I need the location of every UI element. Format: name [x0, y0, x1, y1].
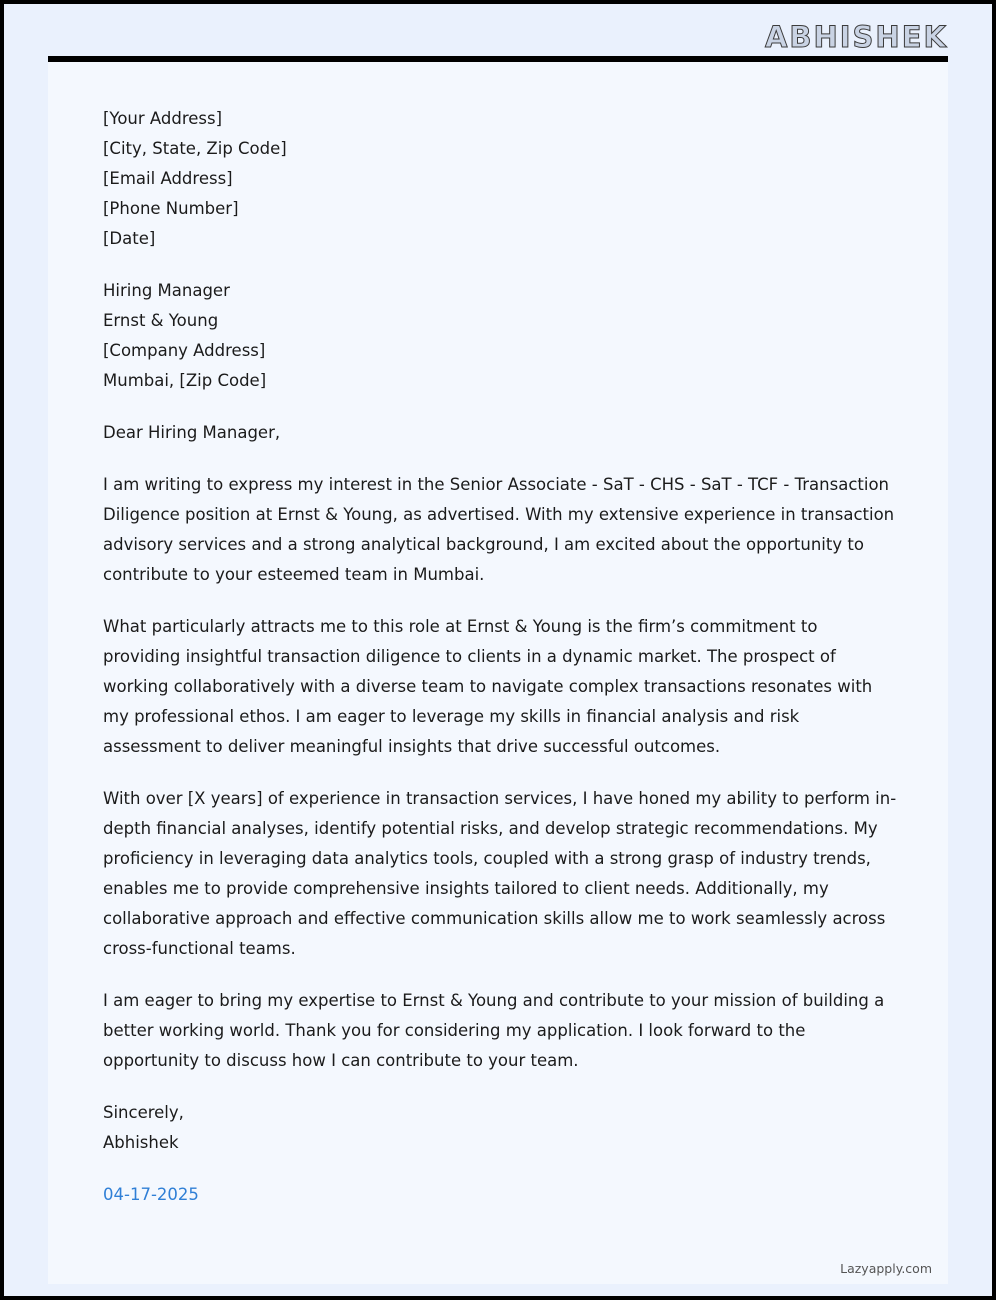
paragraph-3: With over [X years] of experience in transaction services, I have honed my ability to perform in-depth financial analyses, identify potential risks, and develop strategic recommendations. My proficiency in leveraging data analytics tools, coupled with a strong grasp of industry trends, enables me to provide comprehensive insights tailored to client needs. Additionally, my collaborative approach and effective communication skills allow me to work seamlessly across cross-functional teams. [103, 789, 897, 958]
recipient-city-line: Mumbai, [Zip Code] [103, 371, 267, 390]
recipient-company-line: Ernst & Young [103, 311, 219, 330]
sender-city-line: [City, State, Zip Code] [103, 139, 287, 158]
salutation: Dear Hiring Manager, [103, 423, 281, 442]
sender-email-line: [Email Address] [103, 169, 233, 188]
sender-date-line: [Date] [103, 229, 156, 248]
page-title: ABHISHEK [764, 20, 948, 54]
letter-date: 04-17-2025 [103, 1185, 199, 1204]
sender-phone-line: [Phone Number] [103, 199, 239, 218]
paragraph-2: What particularly attracts me to this role at Ernst & Young is the firm’s commitment to providing insightful transaction diligence to clients in a dynamic market. The prospect of working collaboratively with a diverse team to navigate complex transactions resonates with my professional ethos. I am eager to leverage my skills in financial analysis and risk assessment to deliver meaningful insights that drive successful outcomes. [103, 617, 873, 756]
closing-line: Sincerely, [103, 1103, 184, 1122]
paragraph-4: I am eager to bring my expertise to Ernst & Young and contribute to your mission of building a better working world. Thank you for considering my application. I look forward to the opportunity to discuss how I can contribute to your team. [103, 991, 885, 1070]
document-header [4, 4, 992, 52]
sender-address-block [103, 104, 898, 254]
recipient-title-line: Hiring Manager [103, 281, 230, 300]
letter-sheet [48, 56, 948, 1284]
signature-name: Abhishek [103, 1133, 179, 1152]
recipient-address-line: [Company Address] [103, 341, 266, 360]
closing-block [103, 1098, 898, 1158]
recipient-address-block [103, 276, 898, 396]
sender-address-line: [Your Address] [103, 109, 223, 128]
paragraph-1: I am writing to express my interest in the Senior Associate - SaT - CHS - SaT - TCF - Transaction Diligence position at Ernst & Young, as advertised. With my extensive experience in transaction advisory services and a strong analytical background, I am excited about the opportunity to contribute to your esteemed team in Mumbai. [103, 475, 895, 584]
letter-body [103, 104, 898, 1210]
footer-brand: Lazyapply.com [840, 1261, 932, 1276]
